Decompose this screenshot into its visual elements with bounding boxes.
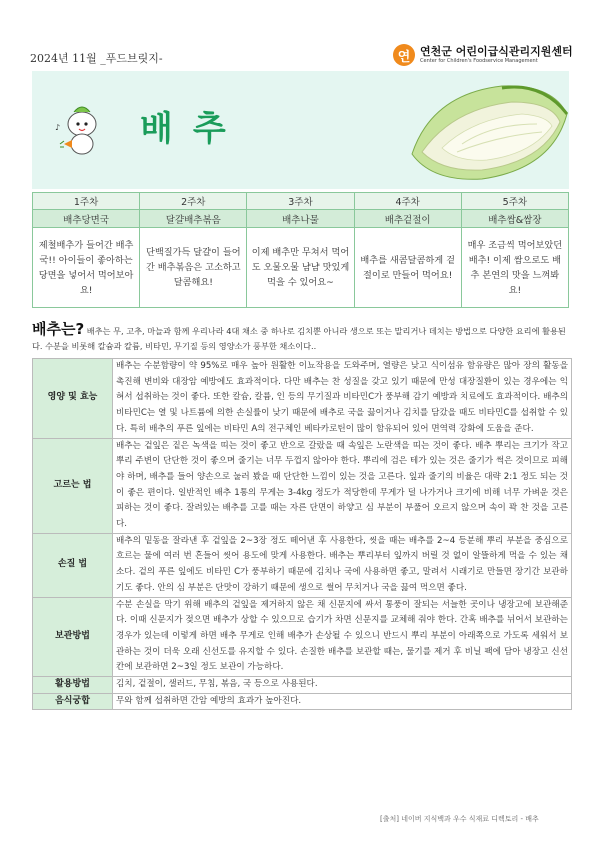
- info-label: 영양 및 효능: [33, 359, 113, 439]
- week-dish: 배추겉절이: [354, 210, 461, 228]
- intro-paragraph: [32, 322, 572, 354]
- info-table: [32, 358, 572, 710]
- intro-heading: 배추는?: [32, 320, 85, 338]
- week-label: 1주차: [33, 193, 140, 210]
- info-text: 수분 손실을 막기 위해 배추의 겉잎을 제거하지 않은 채 신문지에 싸서 통풍이 잘되는 서늘한 곳이나 냉장고에 보관해준다. 이때 신문지가 젖으면 배추가 상할 수 있으므로 습기가 차면 신문지를 교체해 줘야 한다. 간혹 배추를 뉘어서 보관하는 경우가 있는데 이렇게 하면 배추 무게로 인해 배추가 손상될 수 있으니 반드시 뿌리 부분이 아래쪽으로 가도록 세워서 보관하는 것이 더욱 오래 신선도를 유지할 수 있다. 손질한 배추를 보관할 때는, 물기를 제거 후 비닐 팩에 담아 냉장고 신선칸에 보관하면 2~3일 정도 보관이 가능하다.: [113, 597, 572, 677]
- week-label: 4주차: [354, 193, 461, 210]
- napa-cabbage-illustration: [402, 74, 572, 189]
- info-row: [33, 597, 572, 677]
- info-label: 고르는 법: [33, 438, 113, 533]
- week-dish: 배추나물: [247, 210, 354, 228]
- info-text: 배추는 겉잎은 짙은 녹색을 띠는 것이 좋고 반으로 갈랐을 때 속잎은 노란색을 띠는 것이 좋다. 배추 뿌리는 크기가 작고 뿌리 주변이 단단한 것이 좋으며 줄기는 너무 두껍지 않아야 한다. 뿌리에 검은 테가 있는 것은 줄기가 썩은 것이므로 피해야 하며, 배추를 들어 양손으로 눌러 봤을 때 단단한 느낌이 있는 것을 고른다. 잎과 줄기의 비율은 대략 2:1 정도 되는 것이 좋은 편이다. 일반적인 배추 1통의 무게는 3-4kg 정도가 적당한데 무게가 덜 나가거나 크기에 비해 너무 가벼운 것은 피하는 것이 좋다. 잘려있는 배추를 고를 때는 자른 단면이 하얗고 심 부분이 부풀어 오르지 않으며 속이 꽉 찬 것을 고른다.: [113, 438, 572, 533]
- svg-text:♪: ♪: [55, 123, 61, 132]
- week-dish: 배추당면국: [33, 210, 140, 228]
- date-label: 2024년 11월 _푸드브릿지-: [30, 52, 163, 65]
- org-subtitle: Center for Children's Foodservice Management: [420, 57, 538, 64]
- info-label: 음식궁합: [33, 693, 113, 710]
- org-name: 연천군 어린이급식관리지원센터: [420, 44, 573, 58]
- org-branding: [393, 44, 573, 66]
- info-label: 보관방법: [33, 597, 113, 677]
- week-dish: 달걀배추볶음: [140, 210, 247, 228]
- info-row: [33, 677, 572, 694]
- info-text: 배추는 수분함량이 약 95%로 매우 높아 원활한 이뇨작용을 도와주며, 열량은 낮고 식이섬유 함유량은 많아 장의 활동을 촉진해 변비와 대장암 예방에도 효과적이다. 다만 배추는 찬 성질을 갖고 있기 때문에 만성 대장질환이 있는 경우에는 익혀서 섭취하는 것이 좋다. 또한 칼슘, 칼륨, 인 등의 무기질과 비타민C가 풍부해 감기 예방과 치료에도 효과적이다. 배추의 비타민C는 열 및 나트륨에 의한 손실률이 낮기 때문에 배추로 국을 끓이거나 김치를 담갔을 때도 비타민C를 섭취할 수 있다. 특히 배추의 푸른 잎에는 비타민 A의 전구체인 베타카로틴이 많이 함유되어 있어 면역력 강화에 도움을 준다.: [113, 359, 572, 439]
- info-row: [33, 693, 572, 710]
- week-label: 5주차: [461, 193, 568, 210]
- week-description: 단백질가득 달걀이 들어간 배추볶음은 고소하고 달콤해요!: [140, 228, 247, 308]
- info-label: 활용방법: [33, 677, 113, 694]
- intro-text: 배추는 무, 고추, 마늘과 함께 우리나라 4대 채소 중 하나로 김치뿐 아니라 생으로 또는 말리거나 데치는 방법으로 다양한 요리에 활용된다. 수분을 비롯해 칼슘과 칼륨, 비타민, 무기질 등의 영양소가 풍부한 채소이다..: [32, 326, 566, 351]
- org-logo-icon: 연: [393, 44, 415, 66]
- info-row: [33, 438, 572, 533]
- week-dish: 배추쌈&쌈장: [461, 210, 568, 228]
- info-label: 손질 법: [33, 533, 113, 597]
- source-citation: [출처] 네이버 지식백과 우수 식재료 디렉토리 - 배추: [380, 815, 539, 823]
- cabbage-mascot-icon: [50, 100, 110, 160]
- week-label: 3주차: [247, 193, 354, 210]
- week-description: 제철배추가 들어간 배추국!! 아이들이 좋아하는 당면을 넣어서 먹어보아요!: [33, 228, 140, 308]
- info-text: 김치, 겉절이, 샐러드, 무침, 볶음, 국 등으로 사용된다.: [113, 677, 572, 694]
- weekly-menu-table: [32, 192, 569, 308]
- info-row: [33, 359, 572, 439]
- info-text: 무와 함께 섭취하면 간암 예방의 효과가 높아진다.: [113, 693, 572, 710]
- week-label: 2주차: [140, 193, 247, 210]
- week-description: 이제 배추만 무쳐서 먹어도 오물오물 냠냠 맛있게 먹을 수 있어요~: [247, 228, 354, 308]
- page-title: 배추: [140, 109, 246, 149]
- week-description: 배추를 새콤달콤하게 겉절이로 만들어 먹어요!: [354, 228, 461, 308]
- info-text: 배추의 밑동을 잘라낸 후 겉잎을 2~3장 정도 떼어낸 후 사용한다, 씻을 때는 배추를 2~4 등분해 뿌리 부분을 중심으로 흐르는 물에 여러 번 흔들어 씻어 용도에 맞게 사용한다. 배추는 뿌리부터 잎까지 버릴 것 없이 알뜰하게 먹을 수 있는 채소다. 겉의 푸른 잎에도 비타민 C가 풍부하기 때문에 김치나 국에 사용하면 좋고, 말려서 시래기로 만들면 장기간 보관하기도 좋다. 안의 심 부분은 단맛이 강하기 때문에 생으로 썰어 무치거나 국을 끓여 먹으면 좋다.: [113, 533, 572, 597]
- week-description: 매우 조금씩 먹어보았던 배추! 이제 쌈으로도 배추 본연의 맛을 느껴봐요!: [461, 228, 568, 308]
- info-row: [33, 533, 572, 597]
